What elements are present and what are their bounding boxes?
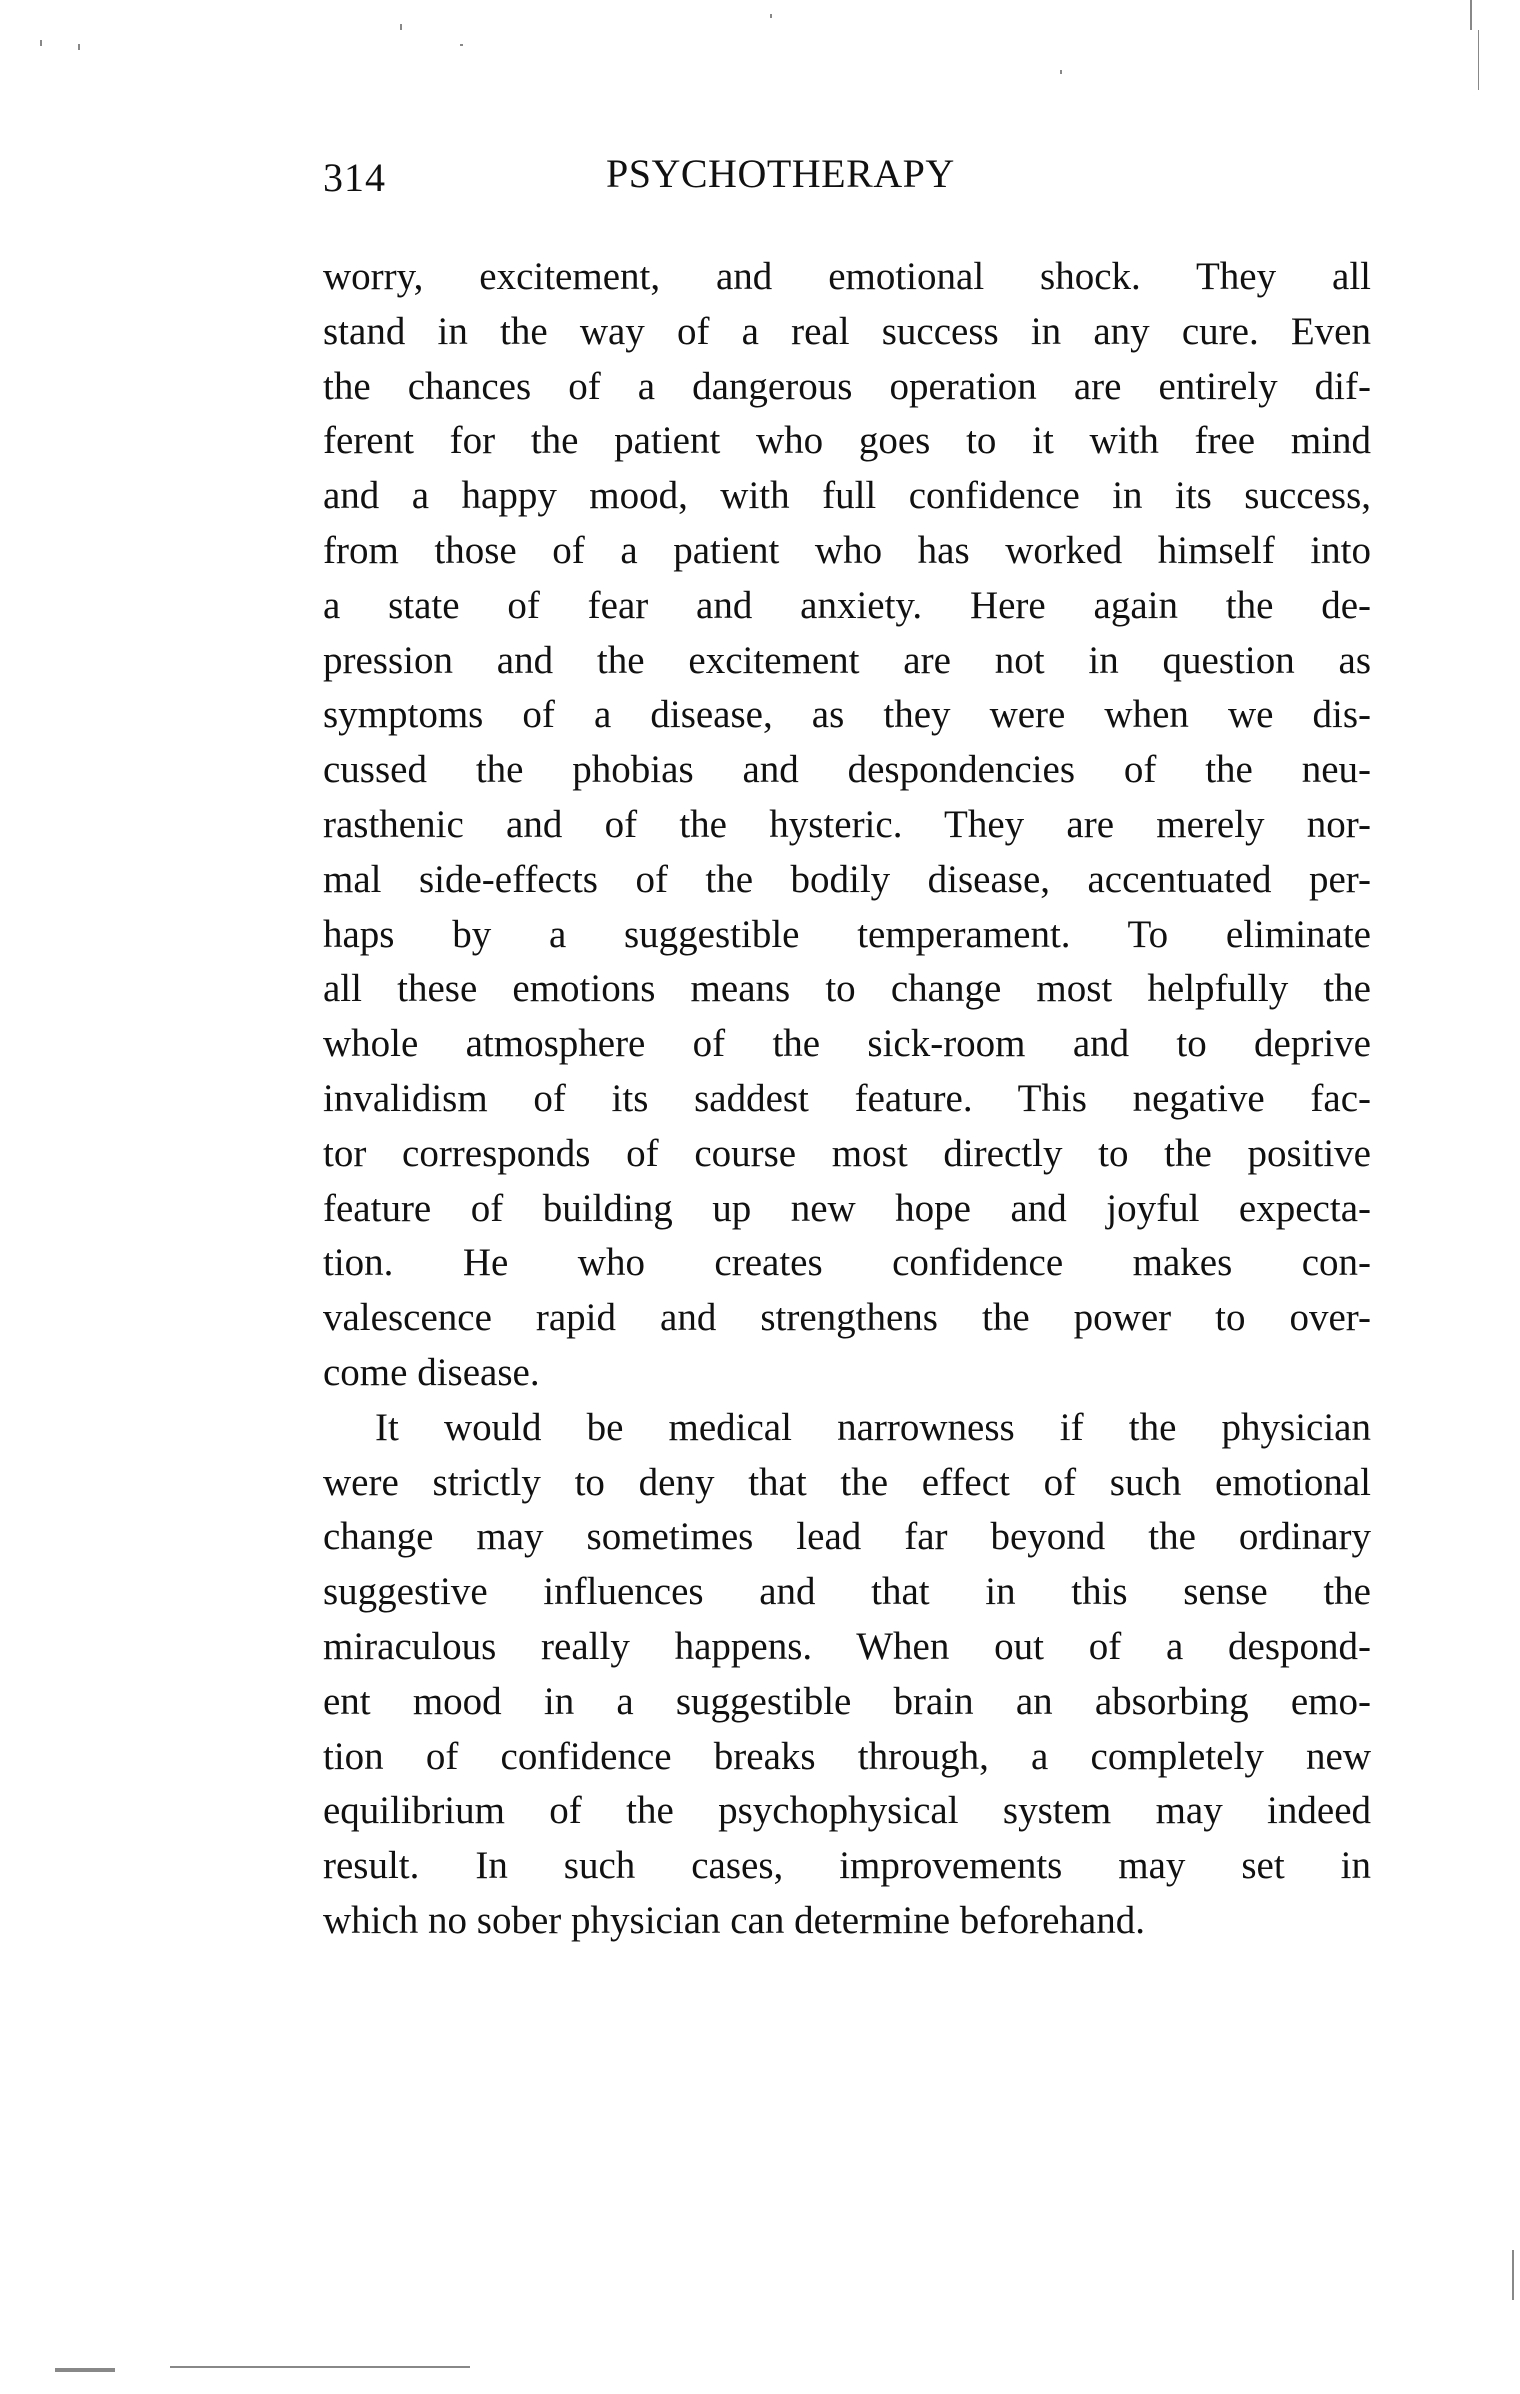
paragraph-2 (323, 1401, 1371, 1949)
text-line: haps by a suggestible temperament. To eliminate (323, 912, 1371, 956)
text-line: were strictly to deny that the effect of such emotional (323, 1460, 1371, 1504)
text-line: stand in the way of a real success in any cure. Even (323, 309, 1371, 353)
text-line: a state of fear and anxiety. Here again the de- (323, 583, 1371, 627)
text-line: valescence rapid and strengthens the power to over- (323, 1296, 1371, 1340)
paragraph-1 (323, 250, 1371, 1401)
text-line: It would be medical narrowness if the physician (375, 1405, 1371, 1449)
text-line: from those of a patient who has worked himself into (323, 528, 1371, 572)
page-number: 314 (323, 155, 386, 200)
text-line: come disease. (323, 1350, 540, 1394)
text-line: result. In such cases, improvements may set in (323, 1844, 1371, 1888)
text-line: mal side-effects of the bodily disease, accentuated per- (323, 857, 1371, 901)
text-line: suggestive influences and that in this sense the (323, 1570, 1371, 1614)
text-line: symptoms of a disease, as they were when we dis- (323, 693, 1371, 737)
text-line: miraculous really happens. When out of a despond- (323, 1624, 1371, 1668)
text-line: equilibrium of the psychophysical system may indeed (323, 1789, 1371, 1833)
text-line: which no sober physician can determine beforehand. (323, 1898, 1145, 1942)
text-line: cussed the phobias and despondencies of the neu- (323, 748, 1371, 792)
text-line: rasthenic and of the hysteric. They are merely nor- (323, 802, 1371, 846)
text-line: worry, excitement, and emotional shock. They all (323, 255, 1371, 298)
text-line: and a happy mood, with full confidence in its success, (323, 474, 1371, 518)
text-line: invalidism of its saddest feature. This negative fac- (323, 1076, 1371, 1120)
text-line: change may sometimes lead far beyond the ordinary (323, 1515, 1371, 1559)
running-title: PSYCHOTHERAPY (606, 151, 955, 196)
text-line: ent mood in a suggestible brain an absorbing emo- (323, 1679, 1371, 1723)
text-line: ferent for the patient who goes to it with free mind (323, 419, 1371, 463)
running-head (323, 150, 1373, 210)
text-line: tion. He who creates confidence makes con- (323, 1241, 1371, 1285)
text-line: whole atmosphere of the sick-room and to deprive (323, 1022, 1371, 1066)
text-line: the chances of a dangerous operation are entirely dif- (323, 364, 1371, 408)
body-text (323, 250, 1371, 1949)
text-line: tion of confidence breaks through, a completely new (323, 1734, 1371, 1778)
text-line: tor corresponds of course most directly to the positive (323, 1131, 1371, 1175)
text-line: pression and the excitement are not in question as (323, 638, 1371, 682)
text-line: feature of building up new hope and joyful expecta- (323, 1186, 1371, 1230)
text-line: all these emotions means to change most helpfully the (323, 967, 1371, 1011)
